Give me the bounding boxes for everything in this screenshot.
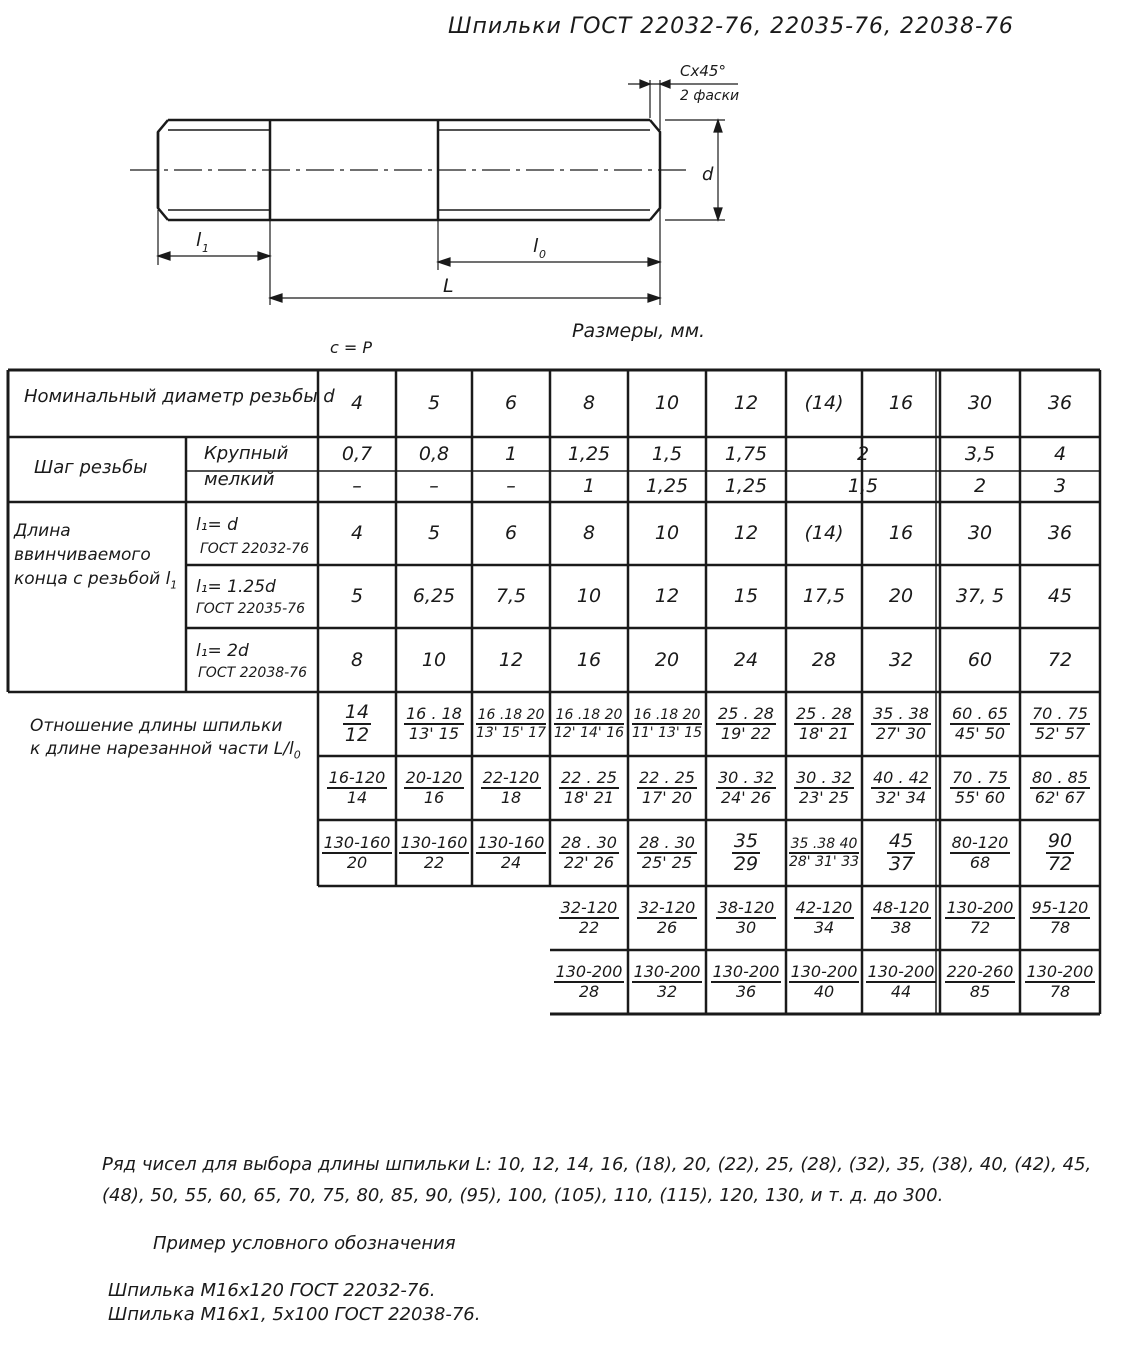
- fraction-numerator: 32-120: [638, 898, 696, 917]
- length-ratio-cell: [550, 756, 628, 820]
- page-title: Шпильки ГОСТ 22032-76, 22035-76, 22038-76: [448, 14, 1014, 39]
- length-ratio-cell: [550, 886, 628, 950]
- fraction-denominator: 72: [1047, 853, 1073, 875]
- length-ratio-cell: [786, 820, 862, 886]
- fraction-denominator: 29: [733, 853, 759, 875]
- length-2d-cell: 32: [888, 648, 914, 671]
- fraction-numerator: 130-200: [790, 962, 858, 981]
- length-ratio-cell: [628, 886, 706, 950]
- length-ratio-cell: [940, 950, 1020, 1014]
- coarse-pitch-cell: 2: [856, 442, 870, 465]
- fraction-denominator: 45' 50: [954, 724, 1006, 743]
- length-d-cell: 16: [888, 522, 914, 544]
- chamfer-equals-pitch: c = P: [330, 338, 373, 357]
- nominal-diameter-cell: 16: [888, 392, 914, 414]
- length-2d-cell: 60: [967, 648, 993, 671]
- chamfer-label: Cx45°: [680, 62, 726, 80]
- fraction-denominator: 40: [813, 982, 835, 1001]
- fine-pitch-cell: 3: [1053, 475, 1067, 497]
- length-ratio-cell: [318, 692, 396, 756]
- fraction-denominator: 12' 14' 16: [553, 725, 625, 741]
- fraction-numerator: 130-200: [1026, 962, 1094, 981]
- row-l125-label: l₁= 1.25d: [196, 577, 276, 597]
- length-2d-cell: 20: [654, 648, 680, 671]
- dim-d-label: d: [702, 164, 714, 185]
- length-ratio-cell: [472, 756, 550, 820]
- length-d-cell: 36: [1047, 522, 1073, 544]
- length-ratio-cell: [786, 756, 862, 820]
- fraction-denominator: 18: [500, 788, 522, 807]
- example-heading: Пример условного обозначения: [153, 1233, 456, 1254]
- fraction-denominator: 19' 22: [720, 724, 772, 743]
- length-ratio-cell: [862, 950, 940, 1014]
- fraction-numerator: 16 .18 20: [633, 707, 701, 723]
- fraction-denominator: 17' 20: [641, 788, 693, 807]
- fraction-denominator: 11' 13' 15: [631, 725, 703, 741]
- length-125d-cell: 10: [576, 585, 602, 607]
- dim-l0-label: l: [533, 235, 539, 257]
- length-2d-cell: 10: [421, 648, 447, 671]
- fraction-denominator: 62' 67: [1034, 788, 1086, 807]
- thread-length-label-2: ввинчиваемого: [14, 545, 151, 565]
- fraction-denominator: 28' 31' 33: [788, 854, 860, 870]
- fraction-denominator: 18' 21: [798, 724, 850, 743]
- fraction-numerator: 16 . 18: [406, 704, 462, 723]
- fraction-denominator: 26: [656, 918, 678, 937]
- example-designation-1: Шпилька М16х120 ГОСТ 22032-76.: [108, 1280, 436, 1301]
- nominal-diameter-cell: 10: [654, 392, 680, 414]
- length-series-text: Ряд чисел для выбора длины шпильки L: 10, 12, 14, 16, (18), 20, (22), 25, (28), (32), 35, (38), 40, (42), 45, (48), 50, 55, 60, 65, 70, 75, 80, 85, 90, (95), 100, (105), 110, (115), 120, 130, и т. д. до 300.: [102, 1154, 1092, 1206]
- fraction-denominator: 55' 60: [954, 788, 1006, 807]
- length-125d-cell: 6,25: [412, 585, 456, 607]
- nominal-diameter-cell: 8: [582, 392, 596, 414]
- length-ratio-cell: [706, 950, 786, 1014]
- coarse-pitch-cell: 0,7: [341, 442, 373, 465]
- row-l2-gost: ГОСТ 22038-76: [198, 665, 307, 681]
- fraction-numerator: 220-260: [946, 962, 1014, 981]
- length-2d-cell: 28: [811, 648, 837, 671]
- fraction-numerator: 35 . 38: [873, 704, 929, 723]
- length-ratio-cell: [786, 886, 862, 950]
- coarse-pitch-cell: 1,25: [567, 442, 611, 465]
- fraction-denominator: 85: [969, 982, 991, 1001]
- length-125d-cell: 17,5: [802, 585, 846, 607]
- fraction-numerator: 130-160: [323, 833, 391, 852]
- length-ratio-cell: [628, 950, 706, 1014]
- fine-pitch-cell: –: [506, 475, 516, 497]
- fraction-numerator: 28 . 30: [639, 833, 695, 852]
- coarse-pitch-cell: 1: [504, 442, 518, 465]
- fraction-denominator: 34: [813, 918, 835, 937]
- example-designation-2: Шпилька М16х1, 5х100 ГОСТ 22038-76.: [108, 1304, 481, 1325]
- fraction-denominator: 22: [423, 853, 445, 872]
- length-ratio-cell: [1020, 756, 1100, 820]
- fraction-denominator: 44: [890, 982, 912, 1001]
- length-ratio-cell: [628, 692, 706, 756]
- coarse-pitch-cell: 1,5: [651, 442, 683, 465]
- length-125d-cell: 15: [733, 585, 759, 607]
- dim-l1-sub: 1: [202, 242, 209, 255]
- length-ratio-cell: [396, 756, 472, 820]
- length-ratio-cell: [706, 692, 786, 756]
- fine-pitch-cell: –: [352, 475, 362, 497]
- length-ratio-cell: [628, 756, 706, 820]
- length-d-cell: 12: [733, 522, 759, 544]
- nominal-diameter-cell: 36: [1047, 392, 1073, 414]
- length-ratio-cell: [1020, 950, 1100, 1014]
- coarse-pitch-cell: 4: [1053, 442, 1067, 465]
- length-ratio-cell: [550, 820, 628, 886]
- length-ratio-cell: [318, 820, 396, 886]
- length-ratio-cell: [786, 692, 862, 756]
- fraction-numerator: 130-200: [712, 962, 780, 981]
- length-d-cell: 5: [427, 522, 441, 544]
- length-ratio-cell: [940, 886, 1020, 950]
- fraction-numerator: 90: [1047, 830, 1073, 852]
- fraction-numerator: 35: [733, 830, 759, 852]
- nominal-diameter-cell: 5: [427, 392, 441, 414]
- fraction-denominator: 30: [735, 918, 757, 937]
- fraction-numerator: 95-120: [1031, 898, 1089, 917]
- length-d-cell: 4: [350, 522, 364, 544]
- length-125d-cell: 12: [654, 585, 680, 607]
- length-ratio-cell: [628, 820, 706, 886]
- row-ld-label: l₁= d: [196, 515, 238, 535]
- fraction-numerator: 40 . 42: [873, 768, 929, 787]
- length-125d-cell: 45: [1047, 585, 1073, 607]
- row-l125-gost: ГОСТ 22035-76: [196, 601, 305, 617]
- length-ratio-cell: [472, 820, 550, 886]
- fraction-numerator: 28 . 30: [561, 833, 617, 852]
- fraction-numerator: 38-120: [717, 898, 775, 917]
- fraction-numerator: 130-200: [633, 962, 701, 981]
- dim-l0-sub: 0: [539, 248, 546, 261]
- fine-pitch-cell: 1: [582, 475, 596, 497]
- length-ratio-cell: [318, 756, 396, 820]
- fraction-numerator: 16 .18 20: [555, 707, 623, 723]
- fraction-numerator: 130-200: [555, 962, 623, 981]
- nominal-diameter-cell: 12: [733, 392, 759, 414]
- length-d-cell: 10: [654, 522, 680, 544]
- length-d-cell: 6: [504, 522, 518, 544]
- fraction-numerator: 70 . 75: [952, 768, 1008, 787]
- fraction-numerator: 16-120: [328, 768, 386, 787]
- fine-pitch-cell: 1,25: [645, 475, 689, 497]
- fraction-denominator: 22: [578, 918, 600, 937]
- fraction-numerator: 22 . 25: [561, 768, 617, 787]
- thread-length-label-1: Длина: [14, 521, 71, 541]
- length-2d-cell: 8: [350, 648, 364, 671]
- fraction-denominator: 12: [344, 724, 370, 746]
- fraction-denominator: 36: [735, 982, 757, 1001]
- fraction-numerator: 130-160: [477, 833, 545, 852]
- fraction-numerator: 22 . 25: [639, 768, 695, 787]
- length-ratio-cell: [786, 950, 862, 1014]
- length-d-cell: 8: [582, 522, 596, 544]
- fraction-denominator: 52' 57: [1034, 724, 1086, 743]
- length-ratio-cell: [1020, 886, 1100, 950]
- length-ratio-cell: [472, 692, 550, 756]
- fraction-numerator: 60 . 65: [952, 704, 1008, 723]
- fine-pitch-cell: 1,25: [724, 475, 768, 497]
- length-2d-cell: 16: [576, 648, 602, 671]
- length-ratio-cell: [1020, 820, 1100, 886]
- length-ratio-cell: [706, 756, 786, 820]
- row-l2-label: l₁= 2d: [196, 641, 249, 661]
- fraction-numerator: 30 . 32: [796, 768, 852, 787]
- length-2d-cell: 72: [1047, 648, 1073, 671]
- length-ratio-cell: [550, 950, 628, 1014]
- length-d-cell: 30: [967, 522, 993, 544]
- fraction-denominator: 32: [656, 982, 678, 1001]
- fraction-numerator: 130-160: [400, 833, 468, 852]
- fraction-numerator: 32-120: [560, 898, 618, 917]
- nominal-diameter-cell: (14): [804, 392, 844, 414]
- fine-pitch-cell: 1,5: [847, 475, 879, 497]
- fraction-denominator: 32' 34: [875, 788, 927, 807]
- fraction-denominator: 18' 21: [563, 788, 615, 807]
- chamfer-note: 2 фаски: [680, 88, 740, 104]
- fraction-numerator: 70 . 75: [1032, 704, 1088, 723]
- length-ratio-cell: [862, 886, 940, 950]
- fraction-numerator: 14: [344, 701, 370, 723]
- nominal-diameter-label: Номинальный диаметр резьбы d: [24, 386, 335, 407]
- length-ratio-cell: [940, 820, 1020, 886]
- ratio-label-line-1: Отношение длины шпильки: [30, 716, 283, 736]
- ratio-label-line-2: к длине нарезанной части $L/l_0$: [30, 738, 301, 762]
- length-ratio-cell: [550, 692, 628, 756]
- fraction-numerator: 130-200: [867, 962, 935, 981]
- fraction-numerator: 25 . 28: [718, 704, 774, 723]
- fraction-denominator: 20: [346, 853, 368, 872]
- fraction-denominator: 14: [346, 788, 368, 807]
- fraction-numerator: 48-120: [872, 898, 930, 917]
- length-ratio-cell: [862, 756, 940, 820]
- fine-pitch-cell: –: [429, 475, 439, 497]
- fraction-denominator: 68: [969, 853, 991, 872]
- length-ratio-cell: [396, 820, 472, 886]
- length-d-cell: (14): [804, 522, 844, 544]
- fraction-denominator: 72: [969, 918, 991, 937]
- fraction-numerator: 35 .38 40: [790, 836, 858, 852]
- row-ld-gost: ГОСТ 22032-76: [200, 541, 309, 557]
- fraction-denominator: 38: [890, 918, 912, 937]
- fraction-numerator: 25 . 28: [796, 704, 852, 723]
- fraction-denominator: 37: [888, 853, 914, 875]
- dim-l1-label: l: [196, 229, 202, 251]
- fraction-numerator: 80-120: [951, 833, 1009, 852]
- thread-length-label-3: конца с резьбой $l_1$: [14, 569, 178, 592]
- length-ratio-cell: [706, 886, 786, 950]
- length-125d-cell: 5: [350, 585, 364, 607]
- length-ratio-cell: [862, 820, 940, 886]
- length-ratio-cell: [1020, 692, 1100, 756]
- dimensions-unit-label: Размеры, мм.: [572, 320, 706, 342]
- fraction-numerator: 16 .18 20: [477, 707, 545, 723]
- fraction-numerator: 45: [888, 830, 914, 852]
- length-ratio-cell: [706, 820, 786, 886]
- fraction-denominator: 13' 15: [408, 724, 460, 743]
- fraction-denominator: 78: [1049, 918, 1071, 937]
- fraction-numerator: 42-120: [795, 898, 853, 917]
- nominal-diameter-cell: 30: [967, 392, 993, 414]
- length-ratio-cell: [940, 692, 1020, 756]
- fraction-denominator: 23' 25: [798, 788, 850, 807]
- fraction-denominator: 25' 25: [641, 853, 693, 872]
- coarse-pitch-label: Крупный: [204, 443, 289, 464]
- length-ratio-cell: [862, 692, 940, 756]
- fraction-numerator: 130-200: [946, 898, 1014, 917]
- fraction-denominator: 24: [500, 853, 522, 872]
- length-ratio-cell: [396, 692, 472, 756]
- length-2d-cell: 24: [733, 648, 759, 671]
- fraction-denominator: 24' 26: [720, 788, 772, 807]
- length-2d-cell: 12: [498, 648, 524, 671]
- fraction-denominator: 13' 15' 17: [475, 725, 547, 741]
- thread-pitch-label: Шаг резьбы: [34, 457, 148, 478]
- fraction-numerator: 20-120: [405, 768, 463, 787]
- fraction-denominator: 28: [578, 982, 600, 1001]
- length-125d-cell: 7,5: [495, 585, 527, 607]
- fraction-numerator: 22-120: [482, 768, 540, 787]
- dim-L-label: L: [443, 275, 454, 297]
- coarse-pitch-cell: 1,75: [724, 442, 768, 465]
- fine-pitch-label: мелкий: [204, 469, 275, 490]
- fraction-denominator: 78: [1049, 982, 1071, 1001]
- fraction-denominator: 22' 26: [563, 853, 615, 872]
- length-125d-cell: 20: [888, 585, 914, 607]
- fine-pitch-cell: 2: [973, 475, 987, 497]
- length-125d-cell: 37, 5: [955, 585, 1005, 607]
- coarse-pitch-cell: 0,8: [418, 442, 450, 465]
- fraction-denominator: 16: [423, 788, 445, 807]
- nominal-diameter-cell: 4: [350, 392, 364, 414]
- fraction-denominator: 27' 30: [875, 724, 927, 743]
- fraction-numerator: 30 . 32: [718, 768, 774, 787]
- ratio-label: [30, 715, 301, 763]
- coarse-pitch-cell: 3,5: [964, 442, 996, 465]
- fraction-numerator: 80 . 85: [1032, 768, 1088, 787]
- nominal-diameter-cell: 6: [504, 392, 518, 414]
- length-ratio-cell: [940, 756, 1020, 820]
